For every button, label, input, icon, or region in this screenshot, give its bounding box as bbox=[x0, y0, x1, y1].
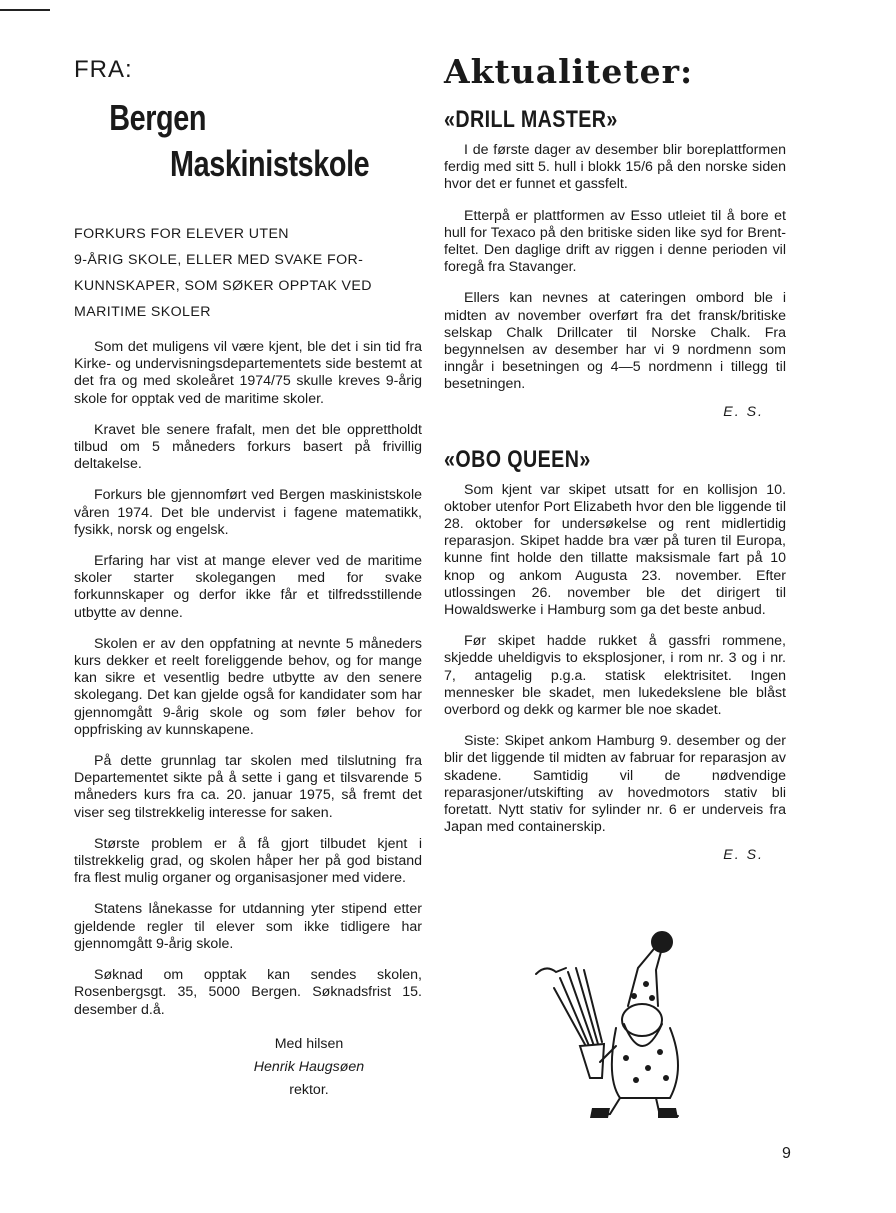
paragraph: I de første dager av desember blir boreplattformen ferdig med sitt 5. hull i blokk 15/6 på den norske siden hvor det er funnet et gassfelt. bbox=[444, 142, 786, 193]
paragraph: Forkurs ble gjennomført ved Bergen maskinistskole våren 1974. Det ble undervist i fagene matematikk, fysikk, norsk og engelsk. bbox=[74, 487, 422, 538]
paragraph: Erfaring har vist at mange elever ved de maritime skoler starter skolegangen med for svake forkunnskaper og derfor ikke får et tilfredsstillende utbytte av denne. bbox=[74, 553, 422, 621]
section-heading: Aktualiteter: bbox=[444, 52, 694, 91]
obo-queen-title: «OBO QUEEN» bbox=[444, 445, 591, 473]
signer-name: Henrik Haugsøen bbox=[253, 1058, 365, 1075]
paragraph: Etterpå er plattformen av Esso utleiet til å bore et hull for Texaco på den britiske siden like syd for Brent-feltet. Den daglige drift av riggen i denne perioden vil foregå fra Stavanger. bbox=[444, 207, 786, 276]
left-column bbox=[74, 55, 422, 1102]
closing-text: Med hilsen bbox=[274, 1035, 344, 1052]
signer-title: rektor. bbox=[289, 1081, 329, 1098]
paragraph: Siste: Skipet ankom Hamburg 9. desember og der blir det liggende til midten av fabruar for reparasjon av skadene. Samtidig vil de nødvendige reparasjoner/utskifting av hovedmotors stativ bli foretatt. Nytt stativ for sylinder nr. 6 er underveis fra Japan med containerskip. bbox=[444, 733, 786, 836]
course-intro: FORKURS FOR ELEVER UTEN 9-ÅRIG SKOLE, ELLER MED SVAKE FOR- KUNNSKAPER, SOM SØKER OPPTAK VED MARITIME SKOLER bbox=[74, 226, 372, 320]
paragraph: Kravet ble senere frafalt, men det ble opprettholdt tilbud om 5 måneders forkurs basert på frivillig deltakelse. bbox=[74, 421, 422, 473]
paragraph: Største problem er å få gjort tilbudet kjent i tilstrekkelig grad, og skolen håper her på god bistand fra flest mulig organer og organisasjoner med videre. bbox=[74, 835, 422, 887]
author-initials: E. S. bbox=[723, 846, 764, 863]
signature-block bbox=[204, 1033, 414, 1102]
paragraph: Før skipet hadde rukket å gassfri rommene, skjedde uheldigvis to eksplosjoner, i rom nr. 3 og i nr. 7, antagelig p.g.a. statisk elektrisitet. Ingen mennesker ble skadet, men lukedekslene ble blåst overbord og dekk og karmer ble noe skadet. bbox=[444, 633, 786, 719]
paragraph: Som kjent var skipet utsatt for en kollisjon 10. oktober utenfor Port Elizabeth hvor den ble liggende til 28. oktober for undersøkelse og rent midlertidig reparasjon. Skipet hadde bra vær på turen til Europa, kunne fint holde den tillatte maksismale fart på 10 knop og ankom Augusta 23. november. Efter utlossingen 26. november ble det dirigert til Howaldswerke i Hamburg som ga det beste anbud. bbox=[444, 481, 786, 619]
left-article-body bbox=[74, 339, 422, 1019]
author-initials: E. S. bbox=[723, 403, 764, 420]
paragraph: Søknad om opptak kan sendes skolen, Rosenbergsgt. 35, 5000 Bergen. Søknadsfrist 15. desember d.å. bbox=[74, 967, 422, 1018]
paragraph: Statens lånekasse for utdanning yter stipend etter gjeldende regler til elever som ikke tidligere har gjennomgått 9-årig skole. bbox=[74, 901, 422, 952]
paragraph: Som det muligens vil være kjent, ble det i sin tid fra Kirke- og undervisningsdepartementets side bestemt at det fra og med skoleåret 1974/75 skulle kreves 9-årig skole for opptak ved de maritime skoler. bbox=[74, 339, 422, 407]
paragraph: På dette grunnlag tar skolen med tilslutning fra Departementet sikte på å sette i gang et tilsvarende 5 måneders kurs fra ca. 20. januar 1975, så fremt det viser seg tilstrekkelig interesse for saken. bbox=[74, 753, 422, 821]
drill-master-title: «DRILL MASTER» bbox=[444, 106, 618, 133]
page-number: 9 bbox=[782, 1145, 791, 1162]
school-title-line1: Bergen bbox=[109, 97, 207, 138]
school-title-line2: Maskinistskole bbox=[170, 143, 370, 184]
santa-illustration-icon bbox=[510, 928, 710, 1124]
from-label: FRA: bbox=[74, 56, 133, 83]
paragraph: Ellers kan nevnes at cateringen ombord ble i midten av november overført fra det fransk/britiske selskap Chalk Drillcater til Norske Chalk. Fra begynnelsen av desember har vi 9 nordmenn som inngår i besetningen og 4—5 nordmenn i tillegg til besetningen. bbox=[444, 290, 786, 393]
paragraph: Skolen er av den oppfatning at nevnte 5 måneders kurs dekker et reelt foreliggende behov, og for mange kan sikre et vesentlig bedre utbytte av den senere skolegang. Det kan gjelde også for kandidater som har gjennomgått 9-årig skole og som føler behov for oppfrisking av kunnskapene. bbox=[74, 635, 422, 738]
corner-rule bbox=[0, 9, 50, 11]
school-title bbox=[74, 95, 370, 187]
right-column bbox=[444, 50, 786, 863]
